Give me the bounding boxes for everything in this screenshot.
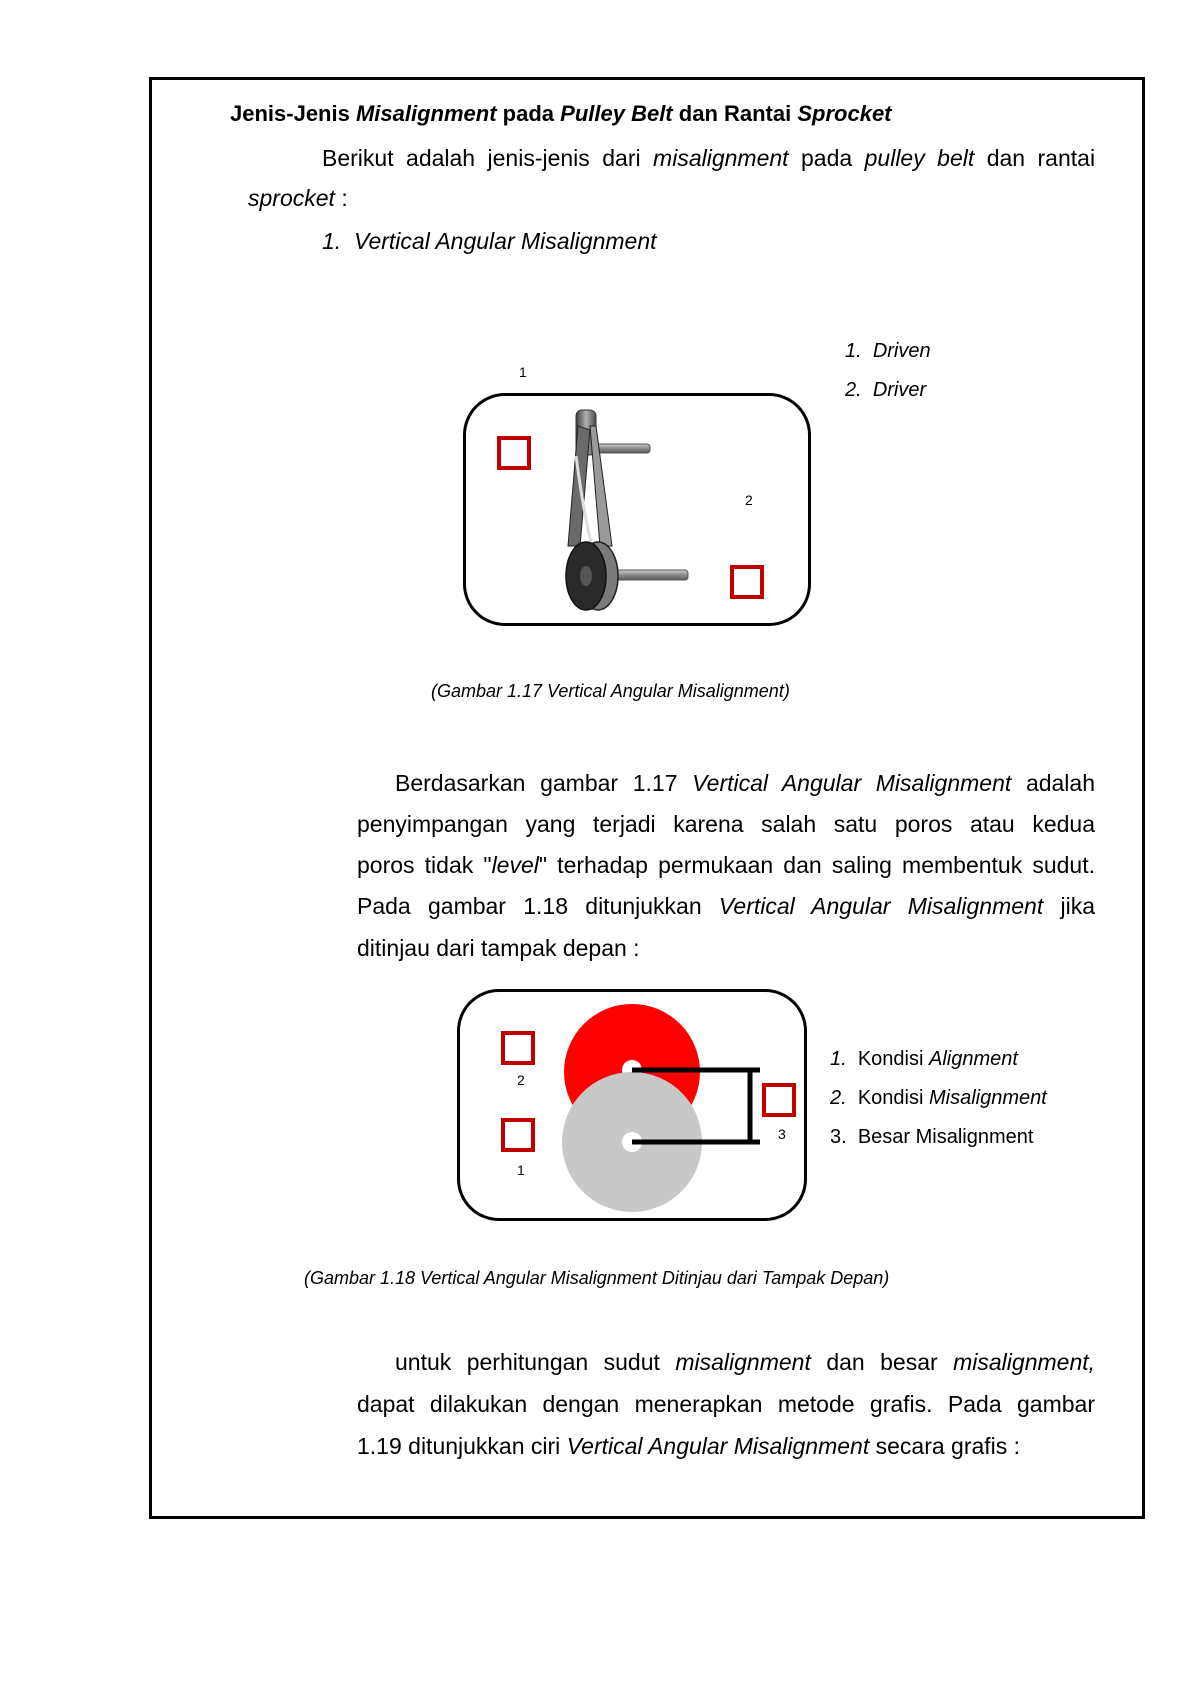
figure1-legend-item-driven: 1. Driven: [845, 340, 931, 362]
figure2-legend-item-misalignment: 2. Kondisi Misalignment: [830, 1087, 1047, 1109]
marker-misalignment-size: [762, 1083, 796, 1117]
figure2-label-2: 2: [517, 1072, 525, 1088]
para2-line-2: dapat dilakukan dengan menerapkan metode grafis. Pada gambar: [357, 1391, 1095, 1417]
para1-line-1: Berdasarkan gambar 1.17 Vertical Angular Misalignment adalah: [395, 770, 1095, 796]
figure2-caption: (Gambar 1.18 Vertical Angular Misalignment Ditinjau dari Tampak Depan): [304, 1268, 890, 1288]
marker-misalignment-condition: [501, 1031, 535, 1065]
front-view-drawing: [460, 992, 804, 1218]
list-item-vertical-angular: 1. Vertical Angular Misalignment: [322, 228, 657, 254]
marker-driver: [730, 565, 764, 599]
para1-line-3: poros tidak "level" terhadap permukaan dan saling membentuk sudut.: [357, 852, 1095, 878]
figure1-label-2: 2: [745, 492, 753, 508]
figure2-front-view: [457, 989, 807, 1221]
para1-line-2: penyimpangan yang terjadi karena salah satu poros atau kedua: [357, 811, 1095, 837]
marker-alignment-condition: [501, 1118, 535, 1152]
figure1-label-1: 1: [519, 364, 527, 380]
marker-driven: [497, 436, 531, 470]
figure2-legend-item-size: 3. Besar Misalignment: [830, 1126, 1034, 1148]
figure1-caption: (Gambar 1.17 Vertical Angular Misalignment): [431, 681, 790, 701]
figure2-label-3: 3: [778, 1126, 786, 1142]
section-heading: Jenis-Jenis Misalignment pada Pulley Belt dan Rantai Sprocket: [230, 101, 892, 126]
para1-line-4: Pada gambar 1.18 ditunjukkan Vertical Angular Misalignment jika: [357, 893, 1095, 919]
driven-shaft: [594, 444, 650, 453]
figure2-legend-item-alignment: 1. Kondisi Alignment: [830, 1048, 1018, 1070]
para2-line-1: untuk perhitungan sudut misalignment dan besar misalignment,: [395, 1349, 1095, 1375]
para2-line-3: 1.19 ditunjukkan ciri Vertical Angular Misalignment secara grafis :: [357, 1433, 1021, 1459]
figure1-legend-item-driver: 2. Driver: [845, 379, 927, 401]
driver-shaft: [608, 570, 688, 580]
para1-line-5: ditinjau dari tampak depan :: [357, 935, 640, 961]
intro-line-2: sprocket :: [248, 185, 348, 211]
figure2-label-1: 1: [517, 1162, 525, 1178]
intro-line-1: Berikut adalah jenis-jenis dari misalignment pada pulley belt dan rantai: [322, 145, 1095, 171]
